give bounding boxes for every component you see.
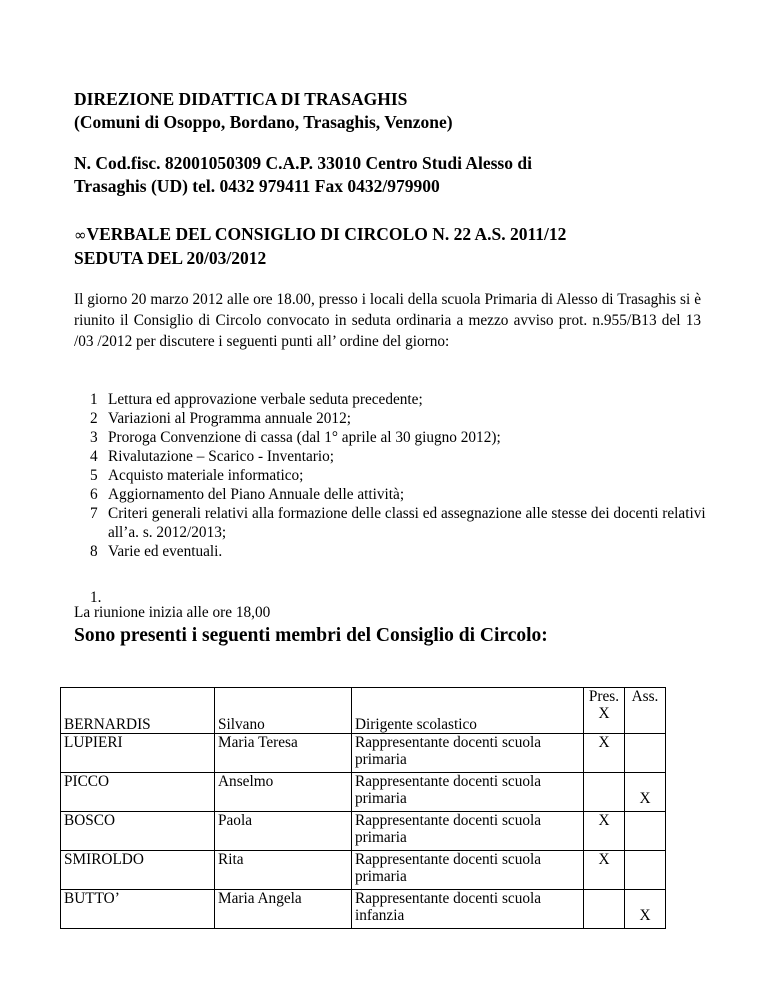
agenda-item-text: Proroga Convenzione di cassa (dal 1° aprile al 30 giugno 2012); [108, 429, 501, 446]
table-row [61, 773, 666, 812]
agenda-item-number: 3 [90, 429, 98, 446]
member-surname: BUTTO’ [61, 890, 215, 929]
verbale-heading [74, 223, 714, 270]
member-present [584, 890, 625, 929]
member-absent [625, 688, 666, 734]
member-name: Silvano [215, 688, 352, 734]
fiscal-code-line: N. Cod.fisc. 82001050309 C.A.P. 33010 Centro Studi Alesso di [74, 153, 532, 173]
member-surname: BERNARDIS [61, 688, 215, 734]
agenda-item-text: Criteri generali relativi alla formazione delle classi ed assegnazione alle stesse dei docenti relativi all’a. s. 2012/2013; [108, 505, 706, 541]
agenda-item [90, 409, 710, 428]
member-absent [625, 812, 666, 851]
verbale-title: VERBALE DEL CONSIGLIO DI CIRCOLO N. 22 A.S. 2011/12 [86, 224, 567, 244]
agenda-item-text: Acquisto materiale informatico; [108, 467, 304, 484]
col-pres-header: Pres. [588, 688, 620, 705]
member-role: Rappresentante docenti scuola infanzia [352, 890, 584, 929]
section-number: 1. [90, 589, 102, 606]
member-present: X [584, 851, 625, 890]
member-name: Anselmo [215, 773, 352, 812]
member-name: Maria Teresa [215, 734, 352, 773]
agenda-item [90, 542, 710, 561]
member-role: Rappresentante docenti scuola primaria [352, 812, 584, 851]
agenda-item-number: 2 [90, 410, 98, 427]
table-row [61, 688, 666, 734]
seduta-date: SEDUTA DEL 20/03/2012 [74, 248, 267, 268]
member-surname: BOSCO [61, 812, 215, 851]
agenda-item-text: Lettura ed approvazione verbale seduta precedente; [108, 391, 423, 408]
meeting-start-text: La riunione inizia alle ore 18,00 [74, 604, 271, 621]
member-present: X [584, 734, 625, 773]
table-row [61, 851, 666, 890]
agenda-item [90, 466, 710, 485]
agenda-item-number: 7 [90, 505, 98, 522]
members-table [60, 687, 666, 929]
agenda-item-number: 8 [90, 543, 98, 560]
member-name: Paola [215, 812, 352, 851]
school-name: DIREZIONE DIDATTICA DI TRASAGHIS [74, 89, 408, 109]
agenda-item-number: 6 [90, 486, 98, 503]
member-absent [625, 734, 666, 773]
agenda-item-number: 4 [90, 448, 98, 465]
table-row [61, 890, 666, 929]
agenda-item-number: 1 [90, 391, 98, 408]
member-role: Rappresentante docenti scuola primaria [352, 851, 584, 890]
member-role: Dirigente scolastico [352, 688, 584, 734]
intro-paragraph: Il giorno 20 marzo 2012 alle ore 18.00, presso i locali della scuola Primaria di Alesso di Trasaghis si è riunito il Consiglio di Circolo convocato in seduta ordinaria a mezzo avviso prot. n.955/B13 del 13 /03 /2012 per discutere i seguenti punti all’ ordine del giorno: [74, 291, 701, 350]
member-surname: SMIROLDO [61, 851, 215, 890]
table-row [61, 734, 666, 773]
phone-fax-line: Trasaghis (UD) tel. 0432 979411 Fax 0432/979900 [74, 176, 440, 196]
member-present: X [584, 812, 625, 851]
agenda-item [90, 447, 710, 466]
agenda-item-text: Varie ed eventuali. [108, 543, 223, 560]
member-absent [625, 851, 666, 890]
agenda-item [90, 390, 710, 409]
agenda-item-number: 5 [90, 467, 98, 484]
absent-mark: X [639, 790, 651, 807]
agenda-item-text: Rivalutazione – Scarico - Inventario; [108, 448, 334, 465]
agenda-item [90, 485, 710, 504]
member-name: Rita [215, 851, 352, 890]
present-mark: X [598, 705, 610, 722]
member-present [584, 773, 625, 812]
absent-mark: X [639, 907, 651, 924]
agenda-item-text: Variazioni al Programma annuale 2012; [108, 410, 351, 427]
col-ass-header: Ass. [631, 688, 659, 705]
agenda-item-text: Aggiornamento del Piano Annuale delle attività; [108, 486, 405, 503]
member-name: Maria Angela [215, 890, 352, 929]
member-absent [625, 773, 666, 812]
member-surname: PICCO [61, 773, 215, 812]
school-municipalities: (Comuni di Osoppo, Bordano, Trasaghis, Venzone) [74, 112, 453, 132]
member-role: Rappresentante docenti scuola primaria [352, 734, 584, 773]
school-header [74, 88, 714, 134]
agenda-item [90, 428, 710, 447]
member-role: Rappresentante docenti scuola primaria [352, 773, 584, 812]
members-heading: Sono presenti i seguenti membri del Consiglio di Circolo: [74, 625, 548, 646]
member-present [584, 688, 625, 734]
school-contacts [74, 152, 714, 198]
member-absent [625, 890, 666, 929]
infinity-icon: ∞ [74, 226, 87, 244]
table-row [61, 812, 666, 851]
agenda-item [90, 504, 710, 542]
member-surname: LUPIERI [61, 734, 215, 773]
agenda-list [90, 390, 710, 561]
